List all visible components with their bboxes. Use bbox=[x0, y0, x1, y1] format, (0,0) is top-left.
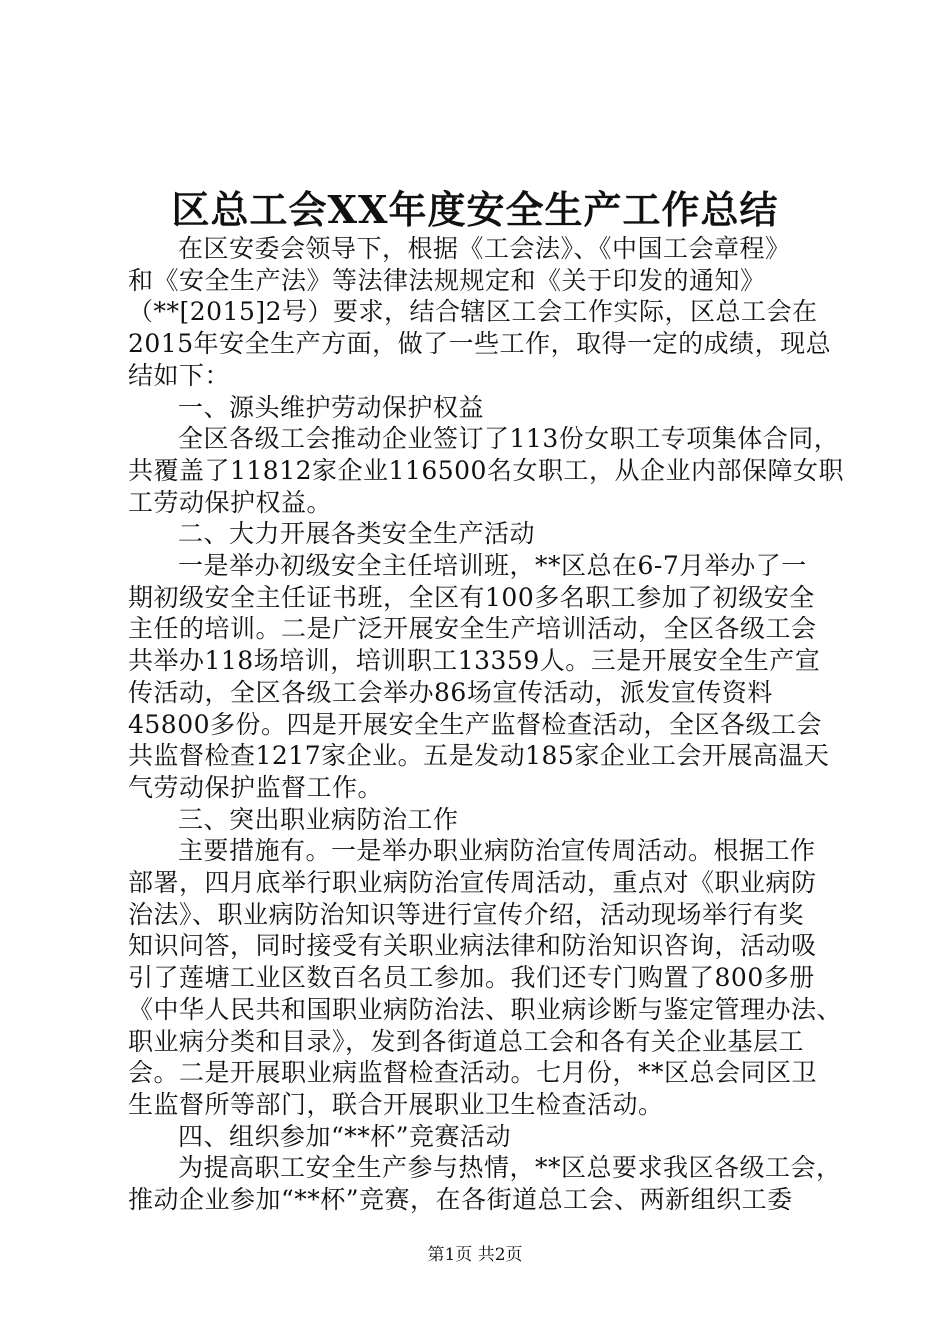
intro-line: （**[2015]2号）要求，结合辖区工会工作实际，区总工会在 bbox=[128, 297, 818, 327]
paragraph-line: 期初级安全主任证书班，全区有100多名职工参加了初级安全 bbox=[128, 582, 815, 612]
intro-line: 2015年安全生产方面，做了一些工作，取得一定的成绩，现总 bbox=[128, 329, 832, 359]
page-number-footer: 第1页 共2页 bbox=[427, 1245, 523, 1265]
paragraph-line: 生监督所等部门，联合开展职业卫生检查活动。 bbox=[128, 1089, 664, 1119]
paragraph-line: 治法》、职业病防治知识等进行宣传介绍，活动现场举行有奖 bbox=[128, 899, 805, 929]
paragraph-line: 共监督检查1217家企业。五是发动185家企业工会开展高温天 bbox=[128, 741, 830, 771]
paragraph-line: 《中华人民共和国职业病防治法、职业病诊断与鉴定管理办法、 bbox=[128, 994, 843, 1024]
paragraph-line: 工劳动保护权益。 bbox=[128, 487, 333, 517]
paragraph-line: 45800多份。四是开展安全生产监督检查活动，全区各级工会 bbox=[128, 709, 823, 739]
paragraph-line: 一是举办初级安全主任培训班，**区总在6-7月举办了一 bbox=[178, 551, 807, 581]
paragraph-line: 知识问答，同时接受有关职业病法律和防治知识咨询，活动吸 bbox=[128, 931, 817, 961]
section-heading: 三、突出职业病防治工作 bbox=[178, 804, 459, 834]
paragraph-line: 推动企业参加“**杯”竞赛，在各街道总工会、两新组织工委 bbox=[128, 1185, 793, 1215]
section-paragraph bbox=[128, 1152, 842, 1215]
section-paragraph bbox=[128, 835, 843, 1120]
section-paragraph bbox=[128, 423, 844, 518]
section-heading: 一、源头维护劳动保护权益 bbox=[178, 392, 485, 422]
paragraph-line: 共举办118场培训，培训职工13359人。三是开展安全生产宣 bbox=[128, 646, 821, 676]
paragraph-line: 共覆盖了11812家企业116500名女职工，从企业内部保障女职 bbox=[128, 455, 844, 485]
paragraph-line: 传活动，全区各级工会举办86场宣传活动，派发宣传资料 bbox=[128, 677, 773, 707]
paragraph-line: 气劳动保护监督工作。 bbox=[128, 772, 384, 802]
paragraph-line: 主任的培训。二是广泛开展安全生产培训活动，全区各级工会 bbox=[128, 614, 817, 644]
section-heading: 四、组织参加“**杯”竞赛活动 bbox=[178, 1121, 512, 1151]
intro-line: 在区安委会领导下，根据《工会法》、《中国工会章程》 bbox=[178, 234, 791, 263]
paragraph-line: 全区各级工会推动企业签订了113份女职工专项集体合同， bbox=[178, 424, 840, 454]
document-title: 区总工会XX年度安全生产工作总结 bbox=[171, 187, 779, 232]
paragraph-line: 部署，四月底举行职业病防治宣传周活动，重点对《职业病防 bbox=[128, 868, 817, 898]
section-paragraph bbox=[128, 550, 832, 804]
paragraph-line: 会。二是开展职业病监督检查活动。七月份，**区总会同区卫 bbox=[128, 1058, 818, 1088]
paragraph-line: 主要措施有。一是举办职业病防治宣传周活动。根据工作 bbox=[178, 836, 816, 866]
document-body bbox=[128, 233, 844, 1216]
paragraph-line: 为提高职工安全生产参与热情，**区总要求我区各级工会， bbox=[178, 1153, 842, 1183]
paragraph-line: 引了莲塘工业区数百名员工参加。我们还专门购置了800多册 bbox=[128, 963, 815, 993]
intro-paragraph bbox=[128, 233, 832, 392]
intro-line: 和《安全生产法》等法律法规规定和《关于印发的通知》 bbox=[128, 265, 766, 295]
intro-line: 结如下： bbox=[128, 360, 231, 390]
section-heading: 二、大力开展各类安全生产活动 bbox=[178, 519, 536, 549]
paragraph-line: 职业病分类和目录》，发到各街道总工会和各有关企业基层工 bbox=[128, 1026, 805, 1056]
